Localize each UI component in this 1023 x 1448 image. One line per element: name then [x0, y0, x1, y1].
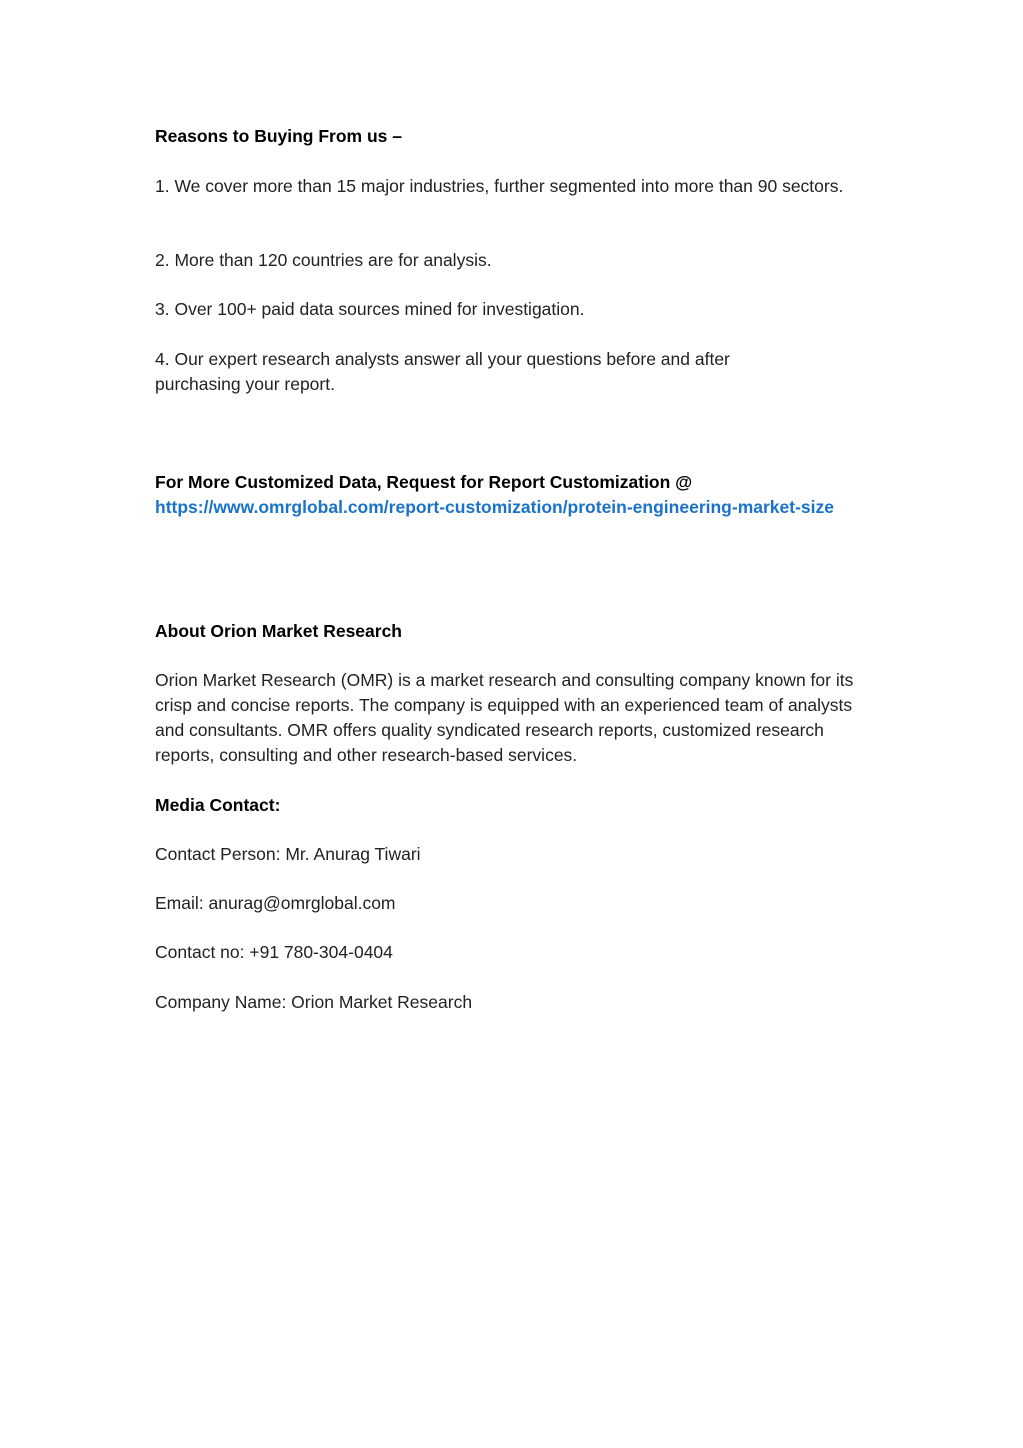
media-contact-heading: Media Contact:	[155, 795, 281, 815]
contact-phone: Contact no: +91 780-304-0404	[155, 942, 393, 962]
contact-email: Email: anurag@omrglobal.com	[155, 893, 396, 913]
company-name: Company Name: Orion Market Research	[155, 992, 473, 1012]
customization-heading: For More Customized Data, Request for Report Customization @	[155, 472, 693, 492]
reason-item-4: 4. Our expert research analysts answer all your questions before and after purchasing your report.	[155, 349, 730, 394]
about-body: Orion Market Research (OMR) is a market research and consulting company known for its crisp and concise reports. The company is equipped with an experienced team of analysts and consultants. OMR offers quality syndicated research reports, customized research reports, consulting and other research-based services.	[155, 670, 854, 765]
customization-link[interactable]: https://www.omrglobal.com/report-customization/protein-engineering-market-size	[155, 497, 834, 517]
reason-item-1: 1. We cover more than 15 major industries, further segmented into more than 90 sectors.	[155, 176, 844, 196]
reasons-heading: Reasons to Buying From us –	[155, 126, 402, 146]
reason-item-2: 2. More than 120 countries are for analysis.	[155, 250, 492, 270]
reason-item-3: 3. Over 100+ paid data sources mined for investigation.	[155, 299, 585, 319]
contact-person: Contact Person: Mr. Anurag Tiwari	[155, 844, 421, 864]
about-heading: About Orion Market Research	[155, 621, 402, 641]
